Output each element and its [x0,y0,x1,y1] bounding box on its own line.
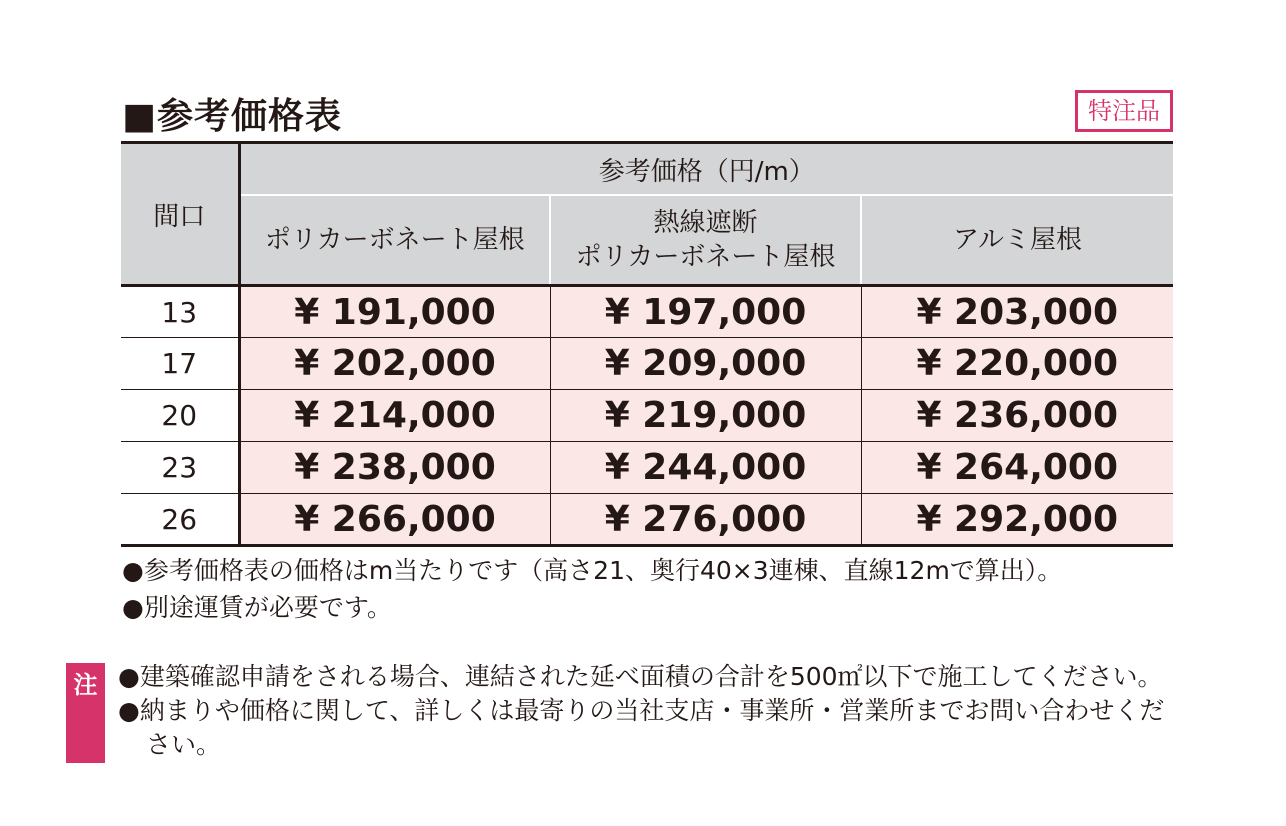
price-table [121,141,1173,547]
price-cell: ¥ 264,000 [861,442,1173,494]
price-cell: ¥ 209,000 [550,338,861,390]
column-header-line: ポリカーボネート屋根 [575,242,836,272]
table-row [121,338,1173,390]
price-cell: ¥ 244,000 [550,442,861,494]
price-cell: ¥ 220,000 [861,338,1173,390]
price-cell: ¥ 276,000 [550,494,861,546]
price-cell: ¥ 203,000 [861,286,1173,338]
price-cell: ¥ 191,000 [239,286,550,338]
table-row [121,390,1173,442]
table-row [121,442,1173,494]
row-width-cell: 17 [121,338,239,390]
row-width-cell: 20 [121,390,239,442]
price-cell: ¥ 236,000 [861,390,1173,442]
column-header-polycarbonate [239,195,550,286]
column-group-header: 参考価格（円/m） [239,143,1173,196]
price-cell: ¥ 292,000 [861,494,1173,546]
price-cell: ¥ 238,000 [239,442,550,494]
row-width-cell: 13 [121,286,239,338]
column-header-aluminum [861,195,1173,286]
table-row [121,494,1173,546]
price-cell: ¥ 197,000 [550,286,861,338]
caution-notes [118,660,1228,762]
page-title: ■参考価格表 [122,96,343,137]
note-line: ●別途運賃が必要です。 [122,593,392,622]
row-width-cell: 26 [121,494,239,546]
price-cell: ¥ 202,000 [239,338,550,390]
caution-line: さい。 [146,730,222,759]
column-header-heat-shield-polycarbonate [550,195,861,286]
price-cell: ¥ 219,000 [550,390,861,442]
price-cell: ¥ 214,000 [239,390,550,442]
price-cell: ¥ 266,000 [239,494,550,546]
special-order-badge: 特注品 [1075,90,1173,132]
caution-mark: 注 [66,663,105,763]
table-row [121,286,1173,338]
column-header-line: ポリカーボネート屋根 [264,225,525,255]
column-header-line: 熱線遮断 [653,208,758,238]
price-table-header [121,143,1173,286]
row-width-cell: 23 [121,442,239,494]
price-table-body [121,286,1173,546]
caution-line: ●建築確認申請をされる場合、連結された延べ面積の合計を500㎡以下で施工してください。 [118,662,1163,691]
caution-line: ●納まりや価格に関して、詳しくは最寄りの当社支店・事業所・営業所までお問い合わせくだ [118,696,1165,725]
column-header-width: 間口 [121,143,239,286]
price-notes [122,552,1062,626]
column-header-line: アルミ屋根 [953,225,1082,255]
note-line: ●参考価格表の価格はm当たりです（高さ21、奥行40×3連棟、直線12mで算出）。 [122,556,1063,585]
